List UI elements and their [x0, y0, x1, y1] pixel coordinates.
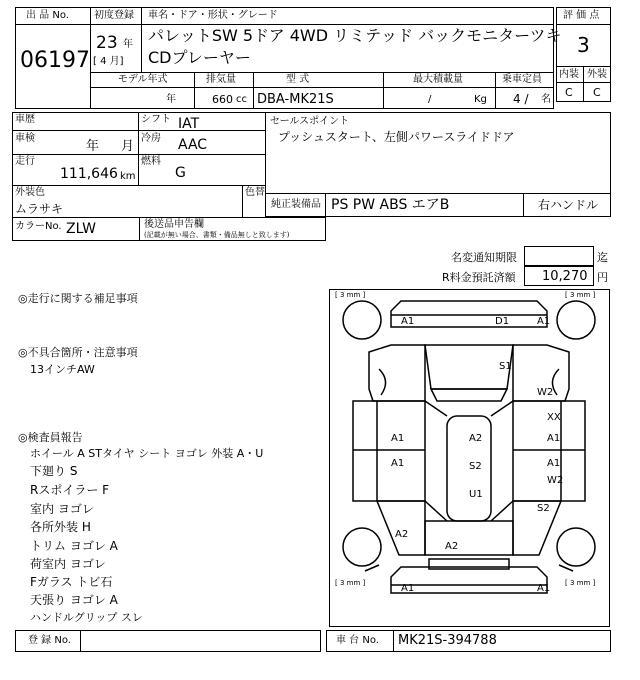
tire-depth-tr: [ 3 mm ] — [565, 291, 596, 299]
mark-label: A1 — [391, 433, 405, 444]
chassis-value: MK21S-394788 — [398, 633, 497, 648]
color-no-value: ZLW — [66, 221, 96, 237]
ext-color-label: 外装色 — [15, 187, 45, 198]
first-reg-year-unit: 年 — [123, 39, 133, 50]
inspection-month: 月 — [121, 139, 135, 154]
sales-point-label: セールスポイント — [270, 116, 350, 127]
max-load-label: 最大積載量 — [413, 74, 463, 85]
inspector-line: 荷室内 ヨゴレ — [30, 557, 106, 571]
left-side — [353, 401, 425, 501]
car-diagram — [329, 289, 610, 627]
mark-label: XX — [547, 412, 561, 423]
mark-label: A2 — [445, 541, 459, 552]
lot-no: 06197 — [20, 48, 90, 73]
shift-label: シフト — [141, 114, 171, 125]
displacement-label: 排気量 — [206, 74, 236, 85]
displacement-unit: cc — [236, 94, 247, 105]
wheel-rear-left — [343, 528, 381, 566]
tire-depth-bl: [ 3 mm ] — [335, 579, 366, 587]
fuel-value: G — [175, 165, 186, 181]
inspector-line: 室内 ヨゴレ — [30, 502, 94, 516]
tire-depth-br: [ 3 mm ] — [565, 579, 596, 587]
ac-value: AAC — [178, 137, 208, 153]
mark-label: A1 — [537, 316, 551, 327]
recycle-value: 10,270 — [542, 269, 588, 284]
exterior-grade: C — [593, 86, 601, 99]
color-no-label: カラーNo. — [15, 221, 62, 232]
mark-label: A1 — [537, 583, 551, 594]
odo-period-label: 名変通知期限 — [451, 251, 517, 264]
mileage-value: 111,646 — [60, 166, 118, 182]
rear-bumper — [391, 567, 547, 593]
recycle-unit: 円 — [597, 271, 608, 284]
mark-label: S2 — [537, 503, 550, 514]
max-load-sep: / — [428, 94, 432, 105]
reg-no-label: 登 録 No. — [28, 635, 71, 646]
first-reg-month: [ 4 月] — [93, 56, 124, 67]
inspection-year: 年 — [86, 139, 100, 154]
tire-depth-tl: [ 3 mm ] — [335, 291, 366, 299]
exterior-label: 外装 — [587, 69, 607, 80]
interior-label: 内装 — [559, 69, 579, 80]
mark-label: W2 — [547, 475, 564, 486]
type-label: 型 式 — [286, 74, 310, 85]
mark-label: A1 — [401, 583, 415, 594]
inspector-line: トリム ヨゴレ A — [30, 539, 118, 553]
color-change-label: 色替 — [245, 187, 265, 198]
mark-label: S2 — [469, 461, 482, 472]
inspector-line: ハンドルグリップ スレ — [30, 611, 143, 624]
hood — [369, 345, 425, 401]
interior-grade: C — [565, 86, 573, 99]
mark-label: A1 — [547, 458, 561, 469]
mileage-unit: km — [120, 171, 136, 182]
defect-line: 13インチAW — [30, 363, 95, 376]
driving-title: ◎走行に関する補足事項 — [18, 292, 138, 305]
lot-no-label: 出 品 No. — [26, 10, 69, 21]
history-label: 車歴 — [15, 114, 35, 125]
rear-body — [377, 501, 425, 555]
mark-label: A1 — [547, 433, 561, 444]
front-bumper — [391, 301, 547, 327]
odo-period-box — [524, 246, 594, 266]
wheel-front-left — [343, 301, 381, 339]
first-reg-label: 初度登録 — [94, 10, 134, 21]
capacity-label: 乗車定員 — [502, 74, 542, 85]
inspector-line: ホイール A STタイヤ シート ヨゴレ 外装 A・U — [30, 447, 264, 460]
defects-title: ◎不具合箇所・注意事項 — [18, 346, 138, 359]
mark-label: D1 — [495, 316, 510, 327]
equipment-value: PS PW ABS エアB — [331, 197, 450, 213]
capacity-unit: 名 — [541, 94, 551, 105]
ac-label: 冷房 — [141, 133, 161, 144]
first-reg-year: 23 — [96, 33, 118, 53]
max-load-unit: Kg — [474, 94, 487, 105]
car-name-label: 車名・ドア・形状・グレード — [148, 10, 278, 21]
sales-point-value: プッシュスタート、左側パワースライドドア — [278, 130, 515, 144]
score-value: 3 — [577, 33, 590, 57]
inspector-line: 天張り ヨゴレ A — [30, 593, 118, 607]
inspector-title: ◎検査員報告 — [18, 431, 83, 444]
mark-label: S1 — [499, 361, 512, 372]
wheel-front-right — [557, 301, 595, 339]
car-name-line1: パレットSW 5ドア 4WD リミテッド バックモニターツキ — [148, 26, 562, 45]
inspection-label: 車検 — [15, 133, 35, 144]
mark-label: U1 — [469, 489, 483, 500]
specs-left — [12, 112, 266, 186]
inspector-line: 下廻り S — [30, 464, 78, 478]
mark-label: A2 — [469, 433, 483, 444]
fuel-label: 燃料 — [141, 156, 161, 167]
steering-value: 右ハンドル — [538, 198, 599, 212]
score-label: 評 価 点 — [563, 10, 600, 21]
ext-color-value: ムラサキ — [15, 202, 64, 216]
shift-value: IAT — [178, 116, 200, 132]
car-name-line2: CDプレーヤー — [148, 48, 251, 67]
odo-period-unit: 迄 — [597, 251, 608, 264]
mileage-label: 走行 — [15, 156, 35, 167]
mark-label: A2 — [395, 529, 409, 540]
inspector-line: Fガラス トビ石 — [30, 575, 113, 589]
after-docs-note: (記載が無い場合、書類・備品無しと致します) — [144, 231, 290, 239]
wheel-rear-right — [557, 528, 595, 566]
inspector-line: 各所外装 H — [30, 520, 91, 534]
capacity-value: 4 / — [513, 92, 529, 106]
recycle-label: R料金預託済額 — [442, 271, 516, 284]
type-value: DBA-MK21S — [257, 92, 334, 107]
model-year-unit: 年 — [166, 94, 176, 105]
after-docs-label: 後送品申告欄 — [144, 219, 204, 230]
mark-label: A1 — [391, 458, 405, 469]
chassis-label: 車 台 No. — [336, 635, 379, 646]
model-year-label: モデル年式 — [118, 74, 168, 85]
mark-label: W2 — [537, 387, 554, 398]
displacement-value: 660 — [212, 93, 233, 106]
equipment-label: 純正装備品 — [271, 199, 321, 210]
mark-label: A1 — [401, 316, 415, 327]
inspector-line: Rスポイラー F — [30, 483, 110, 497]
